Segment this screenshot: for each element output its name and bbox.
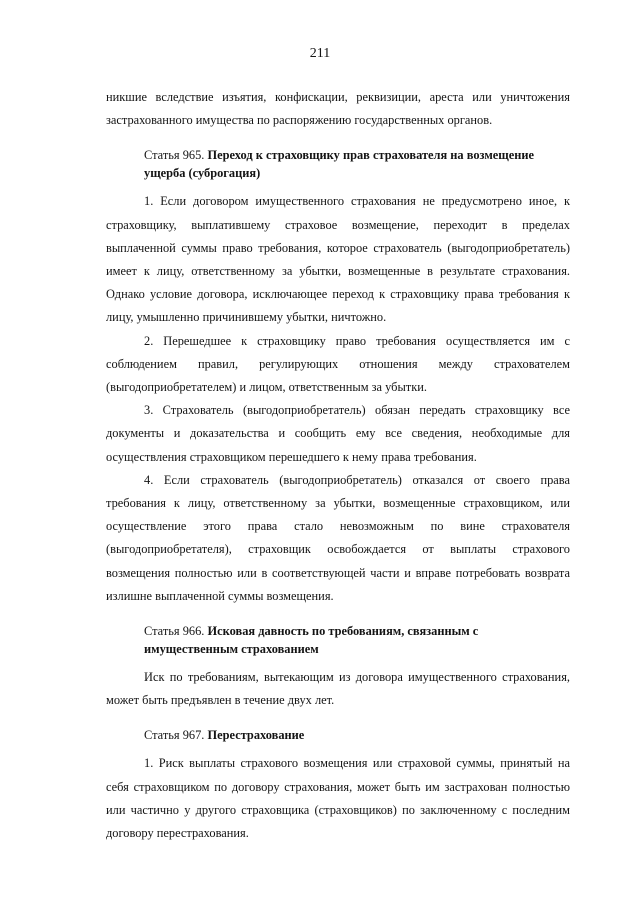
article-966-paragraph-1: Иск по требованиям, вытекающим из договора имущественного страхования, может быть предъявлен в течение двух лет. (106, 670, 570, 708)
intro-paragraph: никшие вследствие изъятия, конфискации, реквизиции, ареста или уничтожения застрахованного имущества по распоряжению государственных органов. (106, 90, 570, 128)
article-966-prefix: Статья 966. (144, 624, 205, 639)
article-965-paragraph-2: 2. Перешедшее к страховщику право требования осуществляется им с соблюдением правил, регулирующих отношения между страхователем (выгодоприобретателем) и лицом, ответственным за убытки. (106, 333, 570, 395)
document-body (106, 86, 570, 845)
article-967-prefix: Статья 967. (144, 728, 205, 743)
article-966-heading (106, 622, 570, 658)
article-965-heading (106, 146, 570, 182)
article-965-title: Переход к страховщику прав страхователя на возмещение ущерба (суброгация) (144, 148, 535, 181)
article-967-heading (106, 726, 570, 744)
article-965-paragraph-4: 4. Если страхователь (выгодоприобретатель) отказался от своего права требования к лицу, ответственному за убытки, возмещенные страховщиком, или осуществление этого права стало невозможным по вине страхователя (выгодоприобретателя), страховщик освобождается от выплаты страхового возмещения полностью или в соответствующей части и вправе потребовать возврата излишне выплаченной суммы возмещения. (106, 472, 570, 603)
article-965-paragraph-1: 1. Если договором имущественного страхования не предусмотрено иное, к страховщику, выплатившему страховое возмещение, переходит в пределах выплаченной суммы право требования, которое страхователь (выгодоприобретатель) имеет к лицу, ответственному за убытки, возмещенные в результате страхования. Однако условие договора, исключающее переход к страховщику права требования к лицу, умышленно причинившему убытки, ничтожно. (106, 194, 570, 325)
article-967-title: Перестрахование (207, 728, 305, 743)
article-966-title: Исковая давность по требованиям, связанным с имущественным страхованием (144, 624, 479, 657)
article-965-paragraph-3: 3. Страхователь (выгодоприобретатель) обязан передать страховщику все документы и доказательства и сообщить ему все сведения, необходимые для осуществления страховщиком перешедшего к нему права требования. (106, 403, 570, 464)
article-965-prefix: Статья 965. (144, 148, 205, 163)
article-967-paragraph-1: 1. Риск выплаты страхового возмещения или страховой суммы, принятый на себя страховщиком по договору страхования, может быть им застрахован полностью или частично у другого страховщика (страховщиков) по заключенному с последним договору перестрахования. (106, 756, 570, 841)
page-number: 211 (309, 46, 331, 61)
